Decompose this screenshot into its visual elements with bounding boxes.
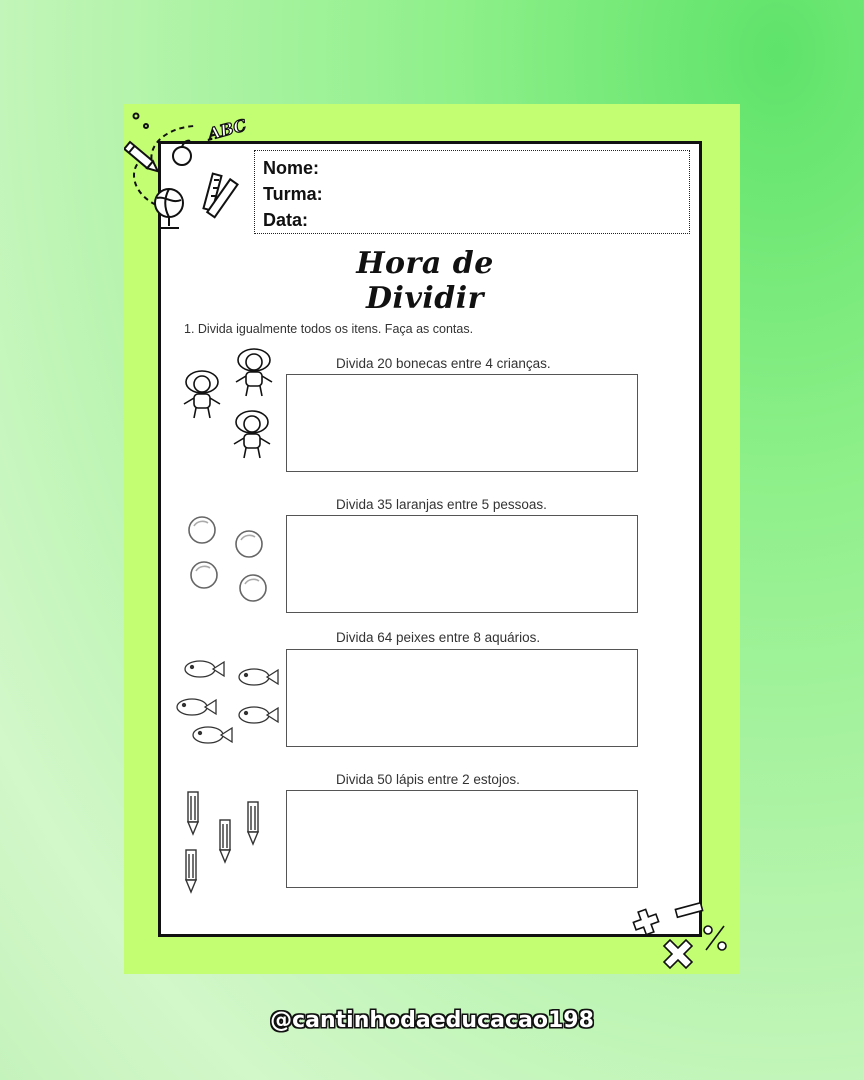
answer-box[interactable] (286, 649, 638, 747)
answer-box[interactable] (286, 790, 638, 888)
pencil-icon (180, 788, 270, 898)
page-title: Hora de Dividir (356, 246, 494, 316)
name-field-label: Nome: (263, 158, 320, 178)
task-label: Divida 50 lápis entre 2 estojos. (336, 772, 520, 787)
class-field-label: Turma: (263, 184, 323, 204)
orange-icon (182, 512, 272, 607)
watermark-handle: @cantinhodaeducacao198 (270, 1008, 594, 1033)
answer-box[interactable] (286, 515, 638, 613)
doll-icon (176, 346, 286, 466)
abc-text: ABC (205, 115, 249, 144)
math-symbols-icon (620, 900, 740, 980)
task-label: Divida 35 laranjas entre 5 pessoas. (336, 497, 547, 512)
school-doodle-icon (124, 108, 254, 238)
instruction-text: 1. Divida igualmente todos os itens. Faça as contas. (184, 322, 474, 336)
answer-box[interactable] (286, 374, 638, 472)
task-label: Divida 20 bonecas entre 4 crianças. (336, 356, 551, 371)
fish-icon (172, 652, 282, 752)
task-label: Divida 64 peixes entre 8 aquários. (336, 630, 541, 645)
student-info-box (254, 150, 690, 234)
date-field-label: Data: (263, 210, 309, 230)
